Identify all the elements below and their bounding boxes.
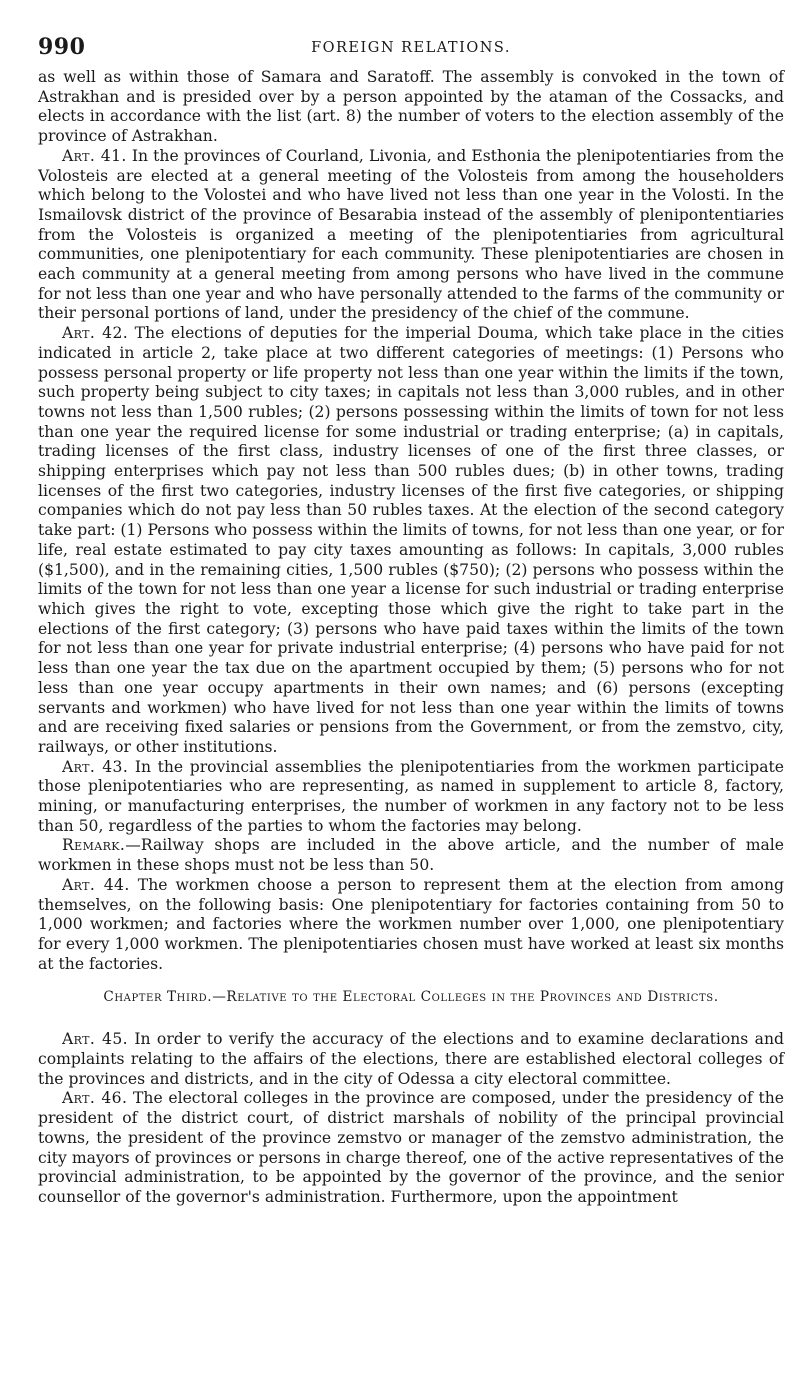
running-title: FOREIGN RELATIONS.: [311, 40, 511, 56]
paragraph-text: The workmen choose a person to represent them at the election from among themselves, on the following basis: One plenipotentiary for factories containing from 50 to 1,000 workmen; and factories where the workmen number over 1,000, one plenipotentiary for every 1,000 workmen. The plenipotentiaries chosen must have worked at least six months at the factories.: [38, 875, 784, 973]
paragraph-text: In the provincial assemblies the plenipotentiaries from the workmen participate those plenipotentiaries who are representing, as named in supplement to article 8, factory, mining, or manufacturing enterprises, the number of workmen in any factory not to be less than 50, regardless of the parties to whom the factories may belong.: [38, 757, 784, 835]
article-46-paragraph: [38, 1089, 784, 1207]
article-41-paragraph: [38, 147, 784, 324]
article-43-paragraph: [38, 758, 784, 837]
article-label: Art. 42.: [62, 324, 129, 343]
body-text-before: [38, 68, 784, 974]
paragraph-text: The elections of deputies for the imperial Douma, which take place in the cities indicated in article 2, take place at two different categories of meetings: (1) Persons who possess personal property or life property not less than one year within the limits if the town, such property being subject to city taxes; in capitals not less than 3,000 rubles, and in other towns not less than 1,500 rubles; (2) persons possessing within the limits of town for not less than one year the required license for some industrial or trading enterprise; (a) in capitals, trading licenses of the first class, industry licenses of one of the first three classes, or shipping enterprises which pay not less than 500 rubles dues; (b) in other towns, trading licenses of the first two categories, industry licenses of the first five categories, or shipping companies which do not pay less than 50 rubles taxes. At the election of the second category take part: (1) Persons who possess within the limits of towns, for not less than one year, or for life, real estate estimated to pay city taxes amounting as follows: In capitals, 3,000 rubles ($1,500), and in the remaining cities, 1,500 rubles ($750); (2) persons who possess within the limits of the town for not less than one year a license for such industrial or trading enterprise which gives the right to vote, excepting those which give the right to take part in the elections of the first category; (3) persons who have paid taxes within the limits of the town for not less than one year for private industrial enterprise; (4) persons who have paid for not less than one year the tax due on the apartment occupied by them; (5) persons who for not less than one year occupy apartments in their own names; and (6) persons (excepting servants and workmen) who have lived for not less than one year within the limits of towns and are receiving fixed salaries or pensions from the Government, or from the zemstvo, city, railways, or other institutions.: [38, 324, 784, 756]
paragraph-text: as well as within those of Samara and Saratoff. The assembly is convoked in the town of Astrakhan and is presided over by a person appointed by the ataman of the Cossacks, and elects in accordance with the list (art. 8) the number of voters to the election assembly of the province of Astrakhan.: [38, 68, 784, 146]
remark-paragraph: [38, 836, 784, 875]
article-label: Art. 46.: [62, 1089, 128, 1108]
page-number: 990: [38, 34, 86, 60]
article-label: Art. 45.: [62, 1030, 129, 1049]
paragraph-text: In the provinces of Courland, Livonia, and Esthonia the plenipotentiaries from the Volosteis are elected at a general meeting of the Volosteis from among the householders which belong to the Volostei and who have lived not less than one year in the Volosti. In the Ismailovsk district of the province of Besarabia instead of the assembly of plenipontentiaries from the Volosteis is organized a meeting of the plenipotentiaries from agricultural communities, one plenipotentiary for each community. These plenipotentiaries are chosen in each community at a general meeting from among persons who have lived in the commune for not less than one year and who have personally attended to the farms of the community or their personal portions of land, under the presidency of the chief of the commune.: [38, 146, 784, 323]
article-label: Art. 41.: [62, 146, 127, 165]
body-text-after: [38, 1030, 784, 1207]
document-page: [38, 34, 784, 1208]
paragraph-text: In order to verify the accuracy of the elections and to examine declarations and complaints relating to the affairs of the elections, there are established electoral colleges of the provinces and districts, and in the city of Odessa a city electoral committee.: [38, 1030, 784, 1088]
chapter-heading: Chapter Third.—Relative to the Electoral Colleges in the Provinces and Districts.: [103, 989, 719, 1006]
article-45-paragraph: [38, 1030, 784, 1089]
paragraph-continuation: [38, 68, 784, 147]
article-42-paragraph: [38, 324, 784, 757]
remark-label: Remark.: [62, 836, 126, 855]
article-label: Art. 44.: [62, 875, 130, 894]
page-header: [38, 34, 784, 68]
paragraph-text: —Railway shops are included in the above article, and the number of male workmen in these shops must not be less than 50.: [38, 836, 784, 875]
article-label: Art. 43.: [62, 757, 129, 776]
paragraph-text: The electoral colleges in the province are composed, under the presidency of the president of the district court, of district marshals of nobility of the principal provincial towns, the president of the province zemstvo or manager of the zemstvo administration, the city mayors of provinces or persons in charge thereof, one of the active representatives of the provincial administration, to be appointed by the governor of the province, and the senior counsellor of the governor's administration. Furthermore, upon the appointment: [38, 1089, 784, 1206]
article-44-paragraph: [38, 876, 784, 975]
